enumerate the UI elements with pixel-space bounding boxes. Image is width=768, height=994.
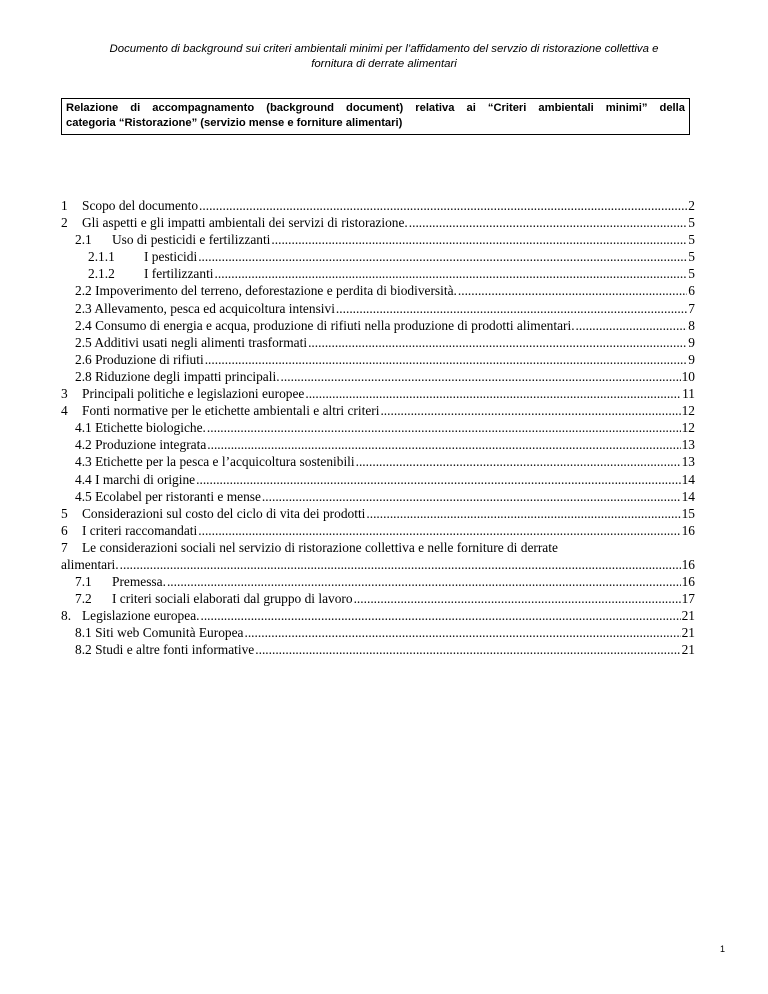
toc-entry-title: 4.5 Ecolabel per ristoranti e mense — [75, 488, 261, 504]
toc-dot-leader — [281, 368, 681, 385]
toc-entry[interactable] — [61, 300, 695, 317]
toc-entry[interactable] — [61, 317, 695, 334]
toc-dot-leader — [380, 402, 680, 419]
toc-entry-page: 17 — [681, 591, 695, 607]
toc-entry[interactable] — [61, 607, 695, 624]
toc-entry-page: 16 — [681, 574, 695, 590]
toc-entry-page: 2 — [688, 198, 695, 213]
toc-entry-page: 10 — [681, 368, 695, 384]
toc-entry-page: 5 — [688, 232, 695, 248]
toc-entry[interactable] — [61, 539, 695, 556]
toc-entry[interactable] — [61, 351, 695, 368]
toc-entry-continuation[interactable] — [61, 556, 695, 573]
toc-dot-leader — [255, 641, 680, 658]
toc-entry[interactable] — [61, 436, 695, 453]
toc-dot-leader — [336, 300, 687, 317]
toc-entry-page: 16 — [681, 522, 695, 538]
document-summary-box — [61, 98, 690, 135]
toc-entry[interactable] — [61, 590, 695, 607]
toc-entry-page: 8 — [688, 317, 695, 333]
toc-entry-page: 15 — [681, 505, 695, 521]
toc-entry[interactable] — [61, 282, 695, 299]
toc-entry-number: 7.1 — [75, 574, 92, 590]
toc-entry-page: 13 — [681, 454, 695, 470]
toc-dot-leader — [198, 522, 680, 539]
page-number: 1 — [719, 944, 725, 954]
toc-entry[interactable] — [61, 214, 695, 231]
toc-dot-leader — [207, 436, 680, 453]
toc-entry-number: 4 — [61, 403, 68, 419]
toc-entry[interactable] — [61, 573, 695, 590]
toc-dot-leader — [120, 556, 681, 573]
toc-entry-title: Considerazioni sul costo del ciclo di vita dei prodotti — [82, 505, 366, 521]
toc-entry-number: 7 — [61, 539, 68, 555]
toc-dot-leader — [366, 505, 680, 522]
toc-entry-title: 2.5 Additivi usati negli alimenti trasformati — [75, 334, 308, 350]
toc-entry-title: Scopo del documento — [82, 198, 199, 213]
toc-entry-number: 2.1 — [75, 232, 92, 248]
toc-entry-title: I fertilizzanti — [144, 266, 214, 282]
toc-entry-number: 3 — [61, 386, 68, 402]
toc-dot-leader — [207, 419, 681, 436]
toc-entry-title: 8.1 Siti web Comunità Europea — [75, 625, 244, 641]
toc-entry-title: Premessa. — [112, 574, 166, 590]
toc-entry[interactable] — [61, 488, 695, 505]
toc-entry[interactable] — [61, 419, 695, 436]
toc-entry-title: Le considerazioni sociali nel servizio di ristorazione collettiva e nelle forniture di derrate — [82, 539, 558, 555]
toc-dot-leader — [198, 248, 687, 265]
toc-entry[interactable] — [61, 385, 695, 402]
toc-dot-leader — [262, 488, 681, 505]
toc-entry[interactable] — [61, 197, 695, 214]
toc-entry[interactable] — [61, 641, 695, 658]
toc-entry-title: Gli aspetti e gli impatti ambientali dei servizi di ristorazione. — [82, 215, 408, 231]
toc-entry-title: Uso di pesticidi e fertilizzanti — [112, 232, 271, 248]
toc-entry[interactable] — [61, 624, 695, 641]
toc-entry-title: I pesticidi — [144, 249, 198, 265]
table-of-contents — [61, 197, 695, 659]
toc-entry-number: 2.1.2 — [88, 266, 115, 282]
toc-entry-page: 14 — [681, 471, 695, 487]
toc-entry[interactable] — [61, 368, 695, 385]
toc-entry-title: 4.2 Produzione integrata — [75, 437, 207, 453]
toc-dot-leader — [305, 385, 681, 402]
toc-entry-page: 9 — [688, 334, 695, 350]
toc-entry-title: alimentari. — [61, 556, 119, 572]
toc-entry-number: 6 — [61, 522, 68, 538]
toc-entry-page: 12 — [681, 403, 695, 419]
toc-entry-page: 5 — [688, 266, 695, 282]
summary-line-1: Relazione di accompagnamento (background document) relativa ai “Criteri ambientali minimi” della — [66, 102, 685, 114]
toc-entry-title: 2.8 Riduzione degli impatti principali. — [75, 368, 280, 384]
toc-entry-number: 5 — [61, 505, 68, 521]
toc-entry-number: 2 — [61, 215, 68, 231]
toc-entry-title: 2.3 Allevamento, pesca ed acquicoltura intensivi — [75, 300, 335, 316]
toc-entry-title: 2.6 Produzione di rifiuti — [75, 351, 204, 367]
toc-entry-page: 9 — [688, 351, 695, 367]
toc-entry-title: 2.2 Impoverimento del terreno, deforestazione e perdita di biodiversità. — [75, 283, 457, 299]
toc-entry[interactable] — [61, 402, 695, 419]
toc-entry-page: 7 — [688, 300, 695, 316]
toc-entry-page: 5 — [688, 215, 695, 231]
toc-dot-leader — [215, 265, 688, 282]
toc-dot-leader — [196, 471, 680, 488]
toc-entry-number: 1 — [61, 198, 68, 213]
toc-dot-leader — [354, 590, 681, 607]
toc-entry-number: 8. — [61, 608, 72, 624]
toc-dot-leader — [244, 624, 680, 641]
toc-entry-number: 2.1.1 — [88, 249, 115, 265]
toc-entry-title: 4.4 I marchi di origine — [75, 471, 196, 487]
toc-dot-leader — [458, 282, 687, 299]
toc-dot-leader — [205, 351, 688, 368]
toc-entry[interactable] — [61, 231, 695, 248]
toc-entry-page: 14 — [681, 488, 695, 504]
toc-entry[interactable] — [61, 265, 695, 282]
toc-entry-page: 11 — [682, 386, 695, 402]
toc-entry-page: 6 — [688, 283, 695, 299]
toc-dot-leader — [271, 231, 687, 248]
running-header — [40, 42, 728, 71]
toc-dot-leader — [308, 334, 687, 351]
toc-dot-leader — [200, 607, 680, 624]
toc-dot-leader — [167, 573, 681, 590]
toc-entry-title: 4.3 Etichette per la pesca e l’acquicoltura sostenibili — [75, 454, 355, 470]
toc-entry-page: 5 — [688, 249, 695, 265]
toc-entry[interactable] — [61, 334, 695, 351]
toc-dot-leader — [409, 214, 688, 231]
toc-entry[interactable] — [61, 248, 695, 265]
toc-entry-title: Fonti normative per le etichette ambientali e altri criteri — [82, 403, 380, 419]
toc-dot-leader — [199, 197, 687, 214]
toc-entry-page: 12 — [681, 420, 695, 436]
header-line-2: fornitura di derrate alimentari — [311, 57, 457, 70]
toc-entry-page: 21 — [681, 625, 695, 641]
toc-entry-title: 8.2 Studi e altre fonti informative — [75, 642, 255, 658]
toc-entry-title: I criteri sociali elaborati dal gruppo di lavoro — [112, 591, 353, 607]
toc-entry-page: 21 — [681, 642, 695, 658]
toc-dot-leader — [576, 317, 688, 334]
toc-dot-leader — [356, 453, 681, 470]
header-line-1: Documento di background sui criteri ambientali minimi per l’affidamento del servzio di ristorazione collettiva e — [109, 43, 659, 55]
toc-entry-title: Principali politiche e legislazioni europee — [82, 386, 305, 402]
toc-entry[interactable] — [61, 505, 695, 522]
toc-entry-page: 21 — [681, 608, 695, 624]
toc-entry[interactable] — [61, 453, 695, 470]
toc-entry-page: 13 — [681, 437, 695, 453]
toc-entry[interactable] — [61, 522, 695, 539]
summary-line-2: categoria “Ristorazione” (servizio mense e forniture alimentari) — [66, 117, 403, 129]
toc-entry-title: 2.4 Consumo di energia e acqua, produzione di rifiuti nella produzione di prodotti alimentari. — [75, 317, 575, 333]
toc-entry-page: 16 — [681, 556, 695, 572]
toc-entry-number: 7.2 — [75, 591, 92, 607]
toc-entry[interactable] — [61, 471, 695, 488]
toc-entry-title: I criteri raccomandati — [82, 522, 198, 538]
toc-entry-title: Legislazione europea. — [82, 608, 200, 624]
toc-entry-title: 4.1 Etichette biologiche. — [75, 420, 206, 436]
